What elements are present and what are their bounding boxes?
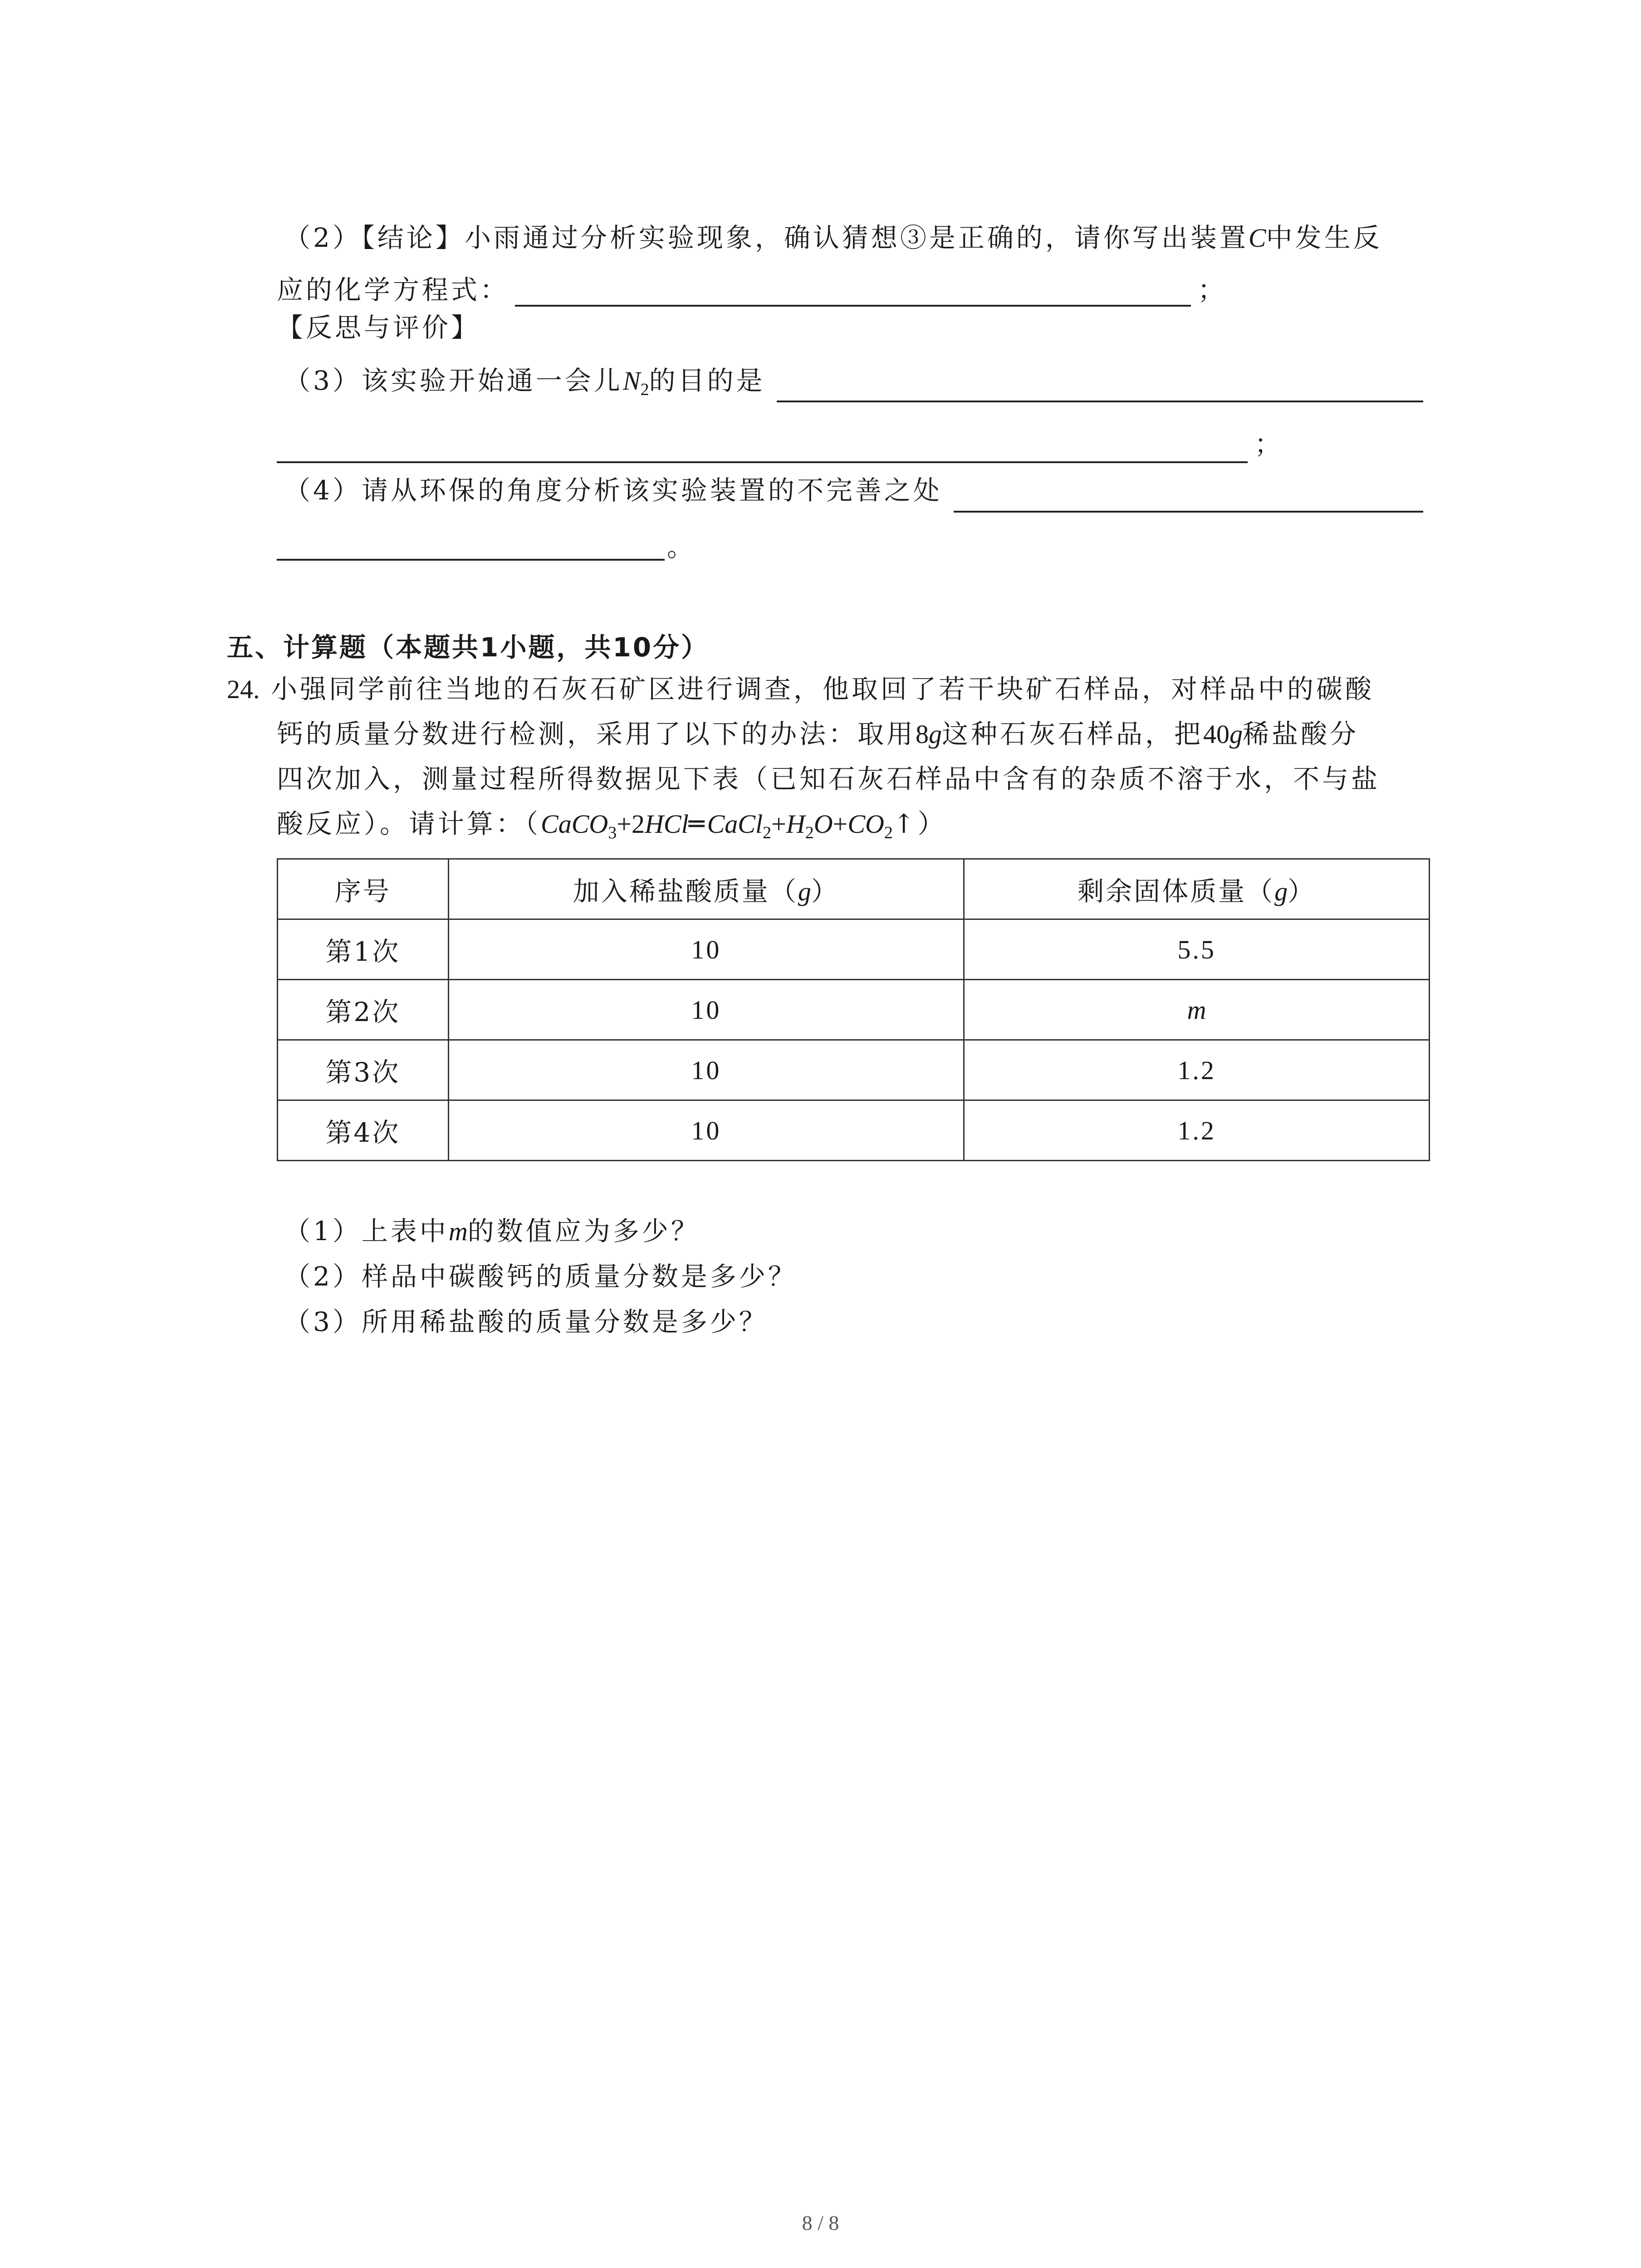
q2-text-part2: 中发生反 <box>1266 222 1382 253</box>
row-remaining-var: m <box>1187 995 1206 1025</box>
section5-title: 五、计算题（本题共1小题，共10分） <box>227 632 710 663</box>
q4-line2-end: 。 <box>667 532 696 562</box>
eq-co: CO <box>847 809 884 839</box>
subquestion-1 <box>284 1216 700 1247</box>
header-acid-text: 加入稀盐酸质量（ <box>573 876 798 907</box>
subq1-prefix: （1）上表中 <box>284 1216 449 1246</box>
q24-line2 <box>277 719 1359 750</box>
header-remaining-text: 剩余固体质量（ <box>1078 876 1275 907</box>
q2-equation-prompt: 应的化学方程式： <box>277 274 509 305</box>
eq-o: O <box>813 809 833 839</box>
data-table <box>277 858 1430 1161</box>
q24-equation <box>541 808 918 842</box>
eq-hcl: HCl <box>645 809 689 839</box>
table-row <box>278 919 1430 980</box>
q24-line4-prefix: 酸反应）。请计算：（ <box>277 808 541 839</box>
row-label: 第2次 <box>278 980 449 1040</box>
eq-sub-3: 3 <box>608 823 617 842</box>
q2-line1 <box>284 222 1382 254</box>
row-acid-added: 10 <box>448 980 964 1040</box>
row-acid-added: 10 <box>448 1040 964 1100</box>
eq-gas-arrow: ↑ <box>892 808 918 839</box>
q2-device-var: C <box>1248 223 1266 253</box>
q24-acid-mass: 40 <box>1203 719 1230 749</box>
eq-sub-2b: 2 <box>805 823 814 842</box>
eq-plus-b: + <box>833 809 848 839</box>
eq-cacl: CaCl <box>707 809 763 839</box>
q3-prefix: （3）该实验开始通一会儿 <box>284 365 623 396</box>
subq1-suffix: 的数值应为多少？ <box>467 1216 700 1246</box>
q24-sample-mass: 8 <box>916 719 929 749</box>
q2-line2-end: ； <box>1198 274 1227 305</box>
q24-line2-part-a: 钙的质量分数进行检测，采用了以下的办法：取用 <box>277 719 916 749</box>
eq-caco3: CaCO <box>541 809 608 839</box>
q2-answer-blank[interactable] <box>515 305 1191 307</box>
page-indicator: 8 / 8 <box>802 2211 839 2234</box>
q24-line4-end: ） <box>917 808 947 839</box>
row-remaining: 5.5 <box>964 919 1430 980</box>
subq1-var: m <box>448 1217 468 1246</box>
eq-plus-2: +2 <box>617 809 645 839</box>
eq-plus-a: + <box>771 809 786 839</box>
header-acid-added <box>448 859 964 919</box>
q24-number: 24. <box>227 675 260 704</box>
q4-answer-blank-1[interactable] <box>954 511 1423 513</box>
q3-nitrogen-sub: 2 <box>640 380 649 399</box>
row-remaining: 1.2 <box>964 1100 1430 1161</box>
q24-line2-part-c: 稀盐酸分 <box>1243 719 1359 749</box>
q3-nitrogen-var: N <box>622 366 641 396</box>
q3-line1 <box>284 365 765 401</box>
subquestion-2: （2）样品中碳酸钙的质量分数是多少？ <box>284 1261 797 1292</box>
q4-line1: （4）请从环保的角度分析该实验装置的不完善之处 <box>284 475 942 506</box>
header-remaining-close: ） <box>1288 876 1316 907</box>
table-row <box>278 1100 1430 1161</box>
table-header-row <box>278 859 1430 919</box>
row-label: 第3次 <box>278 1040 449 1100</box>
header-remaining-unit: g <box>1274 877 1288 906</box>
q2-text-part1: （2）【结论】小雨通过分析实验现象，确认猜想③是正确的，请你写出装置 <box>284 222 1249 253</box>
row-remaining: 1.2 <box>964 1040 1430 1100</box>
q3-suffix: 的目的是 <box>649 365 765 396</box>
table-row <box>278 1040 1430 1100</box>
eq-sub-2a: 2 <box>763 823 772 842</box>
eq-h: H <box>786 809 805 839</box>
reflection-heading: 【反思与评价】 <box>277 312 480 343</box>
q24-line2-part-b: 这种石灰石样品，把 <box>942 719 1204 749</box>
row-label: 第1次 <box>278 919 449 980</box>
q3-answer-blank-2[interactable] <box>277 461 1248 463</box>
header-remaining-solid <box>964 859 1430 919</box>
eq-sub-2c: 2 <box>884 823 893 842</box>
q3-line2-end: ； <box>1254 429 1284 459</box>
q3-answer-blank-1[interactable] <box>777 401 1423 402</box>
q24-line3: 四次加入，测量过程所得数据见下表（已知石灰石样品中含有的杂质不溶于水，不与盐 <box>277 763 1381 794</box>
header-acid-unit: g <box>798 877 811 906</box>
header-acid-close: ） <box>811 876 839 907</box>
subquestion-3: （3）所用稀盐酸的质量分数是多少？ <box>284 1306 768 1337</box>
q24-line1 <box>227 674 1374 705</box>
q24-unit-g1: g <box>929 719 942 749</box>
q24-text-line1: 小强同学前往当地的石灰石矿区进行调查，他取回了若干块矿石样品，对样品中的碳酸 <box>270 674 1374 704</box>
row-acid-added: 10 <box>448 1100 964 1161</box>
header-sequence: 序号 <box>278 859 449 919</box>
row-acid-added: 10 <box>448 919 964 980</box>
eq-equals: ═ <box>688 808 707 839</box>
q2-line2 <box>277 274 509 306</box>
row-remaining <box>964 980 1430 1040</box>
q24-line4 <box>277 808 947 844</box>
q4-answer-blank-2[interactable] <box>277 559 665 561</box>
q24-unit-g2: g <box>1230 719 1243 749</box>
row-label: 第4次 <box>278 1100 449 1161</box>
table-row <box>278 980 1430 1040</box>
